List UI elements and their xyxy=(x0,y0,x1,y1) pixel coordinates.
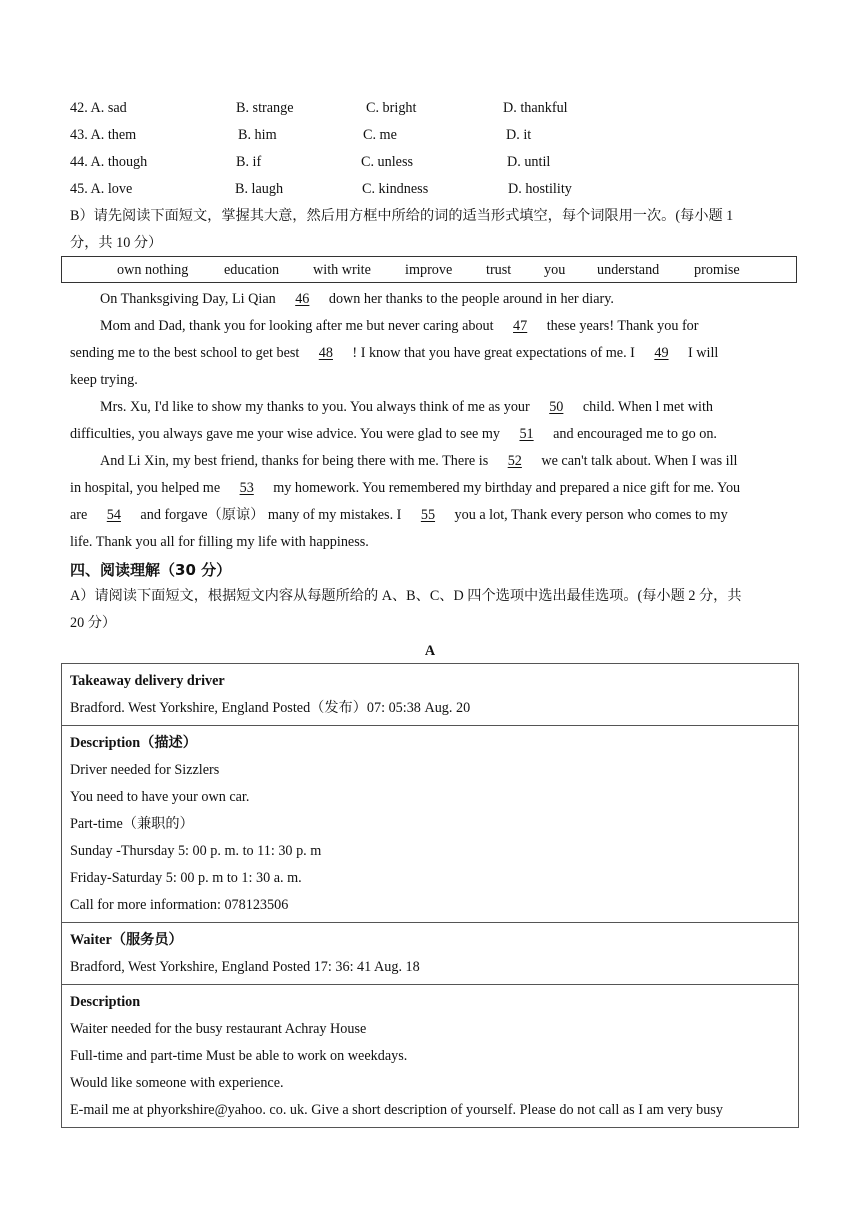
option-b: B. strange xyxy=(236,100,294,116)
description-line: Waiter needed for the busy restaurant Achray House xyxy=(70,1021,367,1037)
option-d: D. hostility xyxy=(508,181,572,197)
option-d: D. it xyxy=(506,127,532,143)
question-43 xyxy=(70,125,810,145)
word-item: own nothing xyxy=(117,262,189,278)
word-item: promise xyxy=(694,262,740,278)
passage-line: life. Thank you all for filling my life with happiness. xyxy=(70,534,369,550)
job2-header xyxy=(62,923,798,985)
word-bank xyxy=(61,256,797,283)
blank-49: 49 xyxy=(654,345,669,361)
description-line: You need to have your own car. xyxy=(70,789,250,805)
description-line: E-mail me at phyorkshire@yahoo. co. uk. Give a short description of yourself. Please do not call as I am very busy xyxy=(70,1102,723,1118)
blank-54: 54 xyxy=(106,507,121,523)
option-a: 44. A. though xyxy=(70,154,148,170)
section-title: 四、阅读理解（30 分） xyxy=(70,561,232,579)
blank-51: 51 xyxy=(519,426,534,442)
job-title: Takeaway delivery driver xyxy=(70,673,225,689)
passage-line: On Thanksgiving Day, Li Qian 46 down her thanks to the people around in her diary. xyxy=(100,291,614,307)
partb-instruction: B）请先阅读下面短文，掌握其大意，然后用方框中所给的词的适当形式填空，每个词限用一次。(每小题 1 xyxy=(70,208,734,224)
passage-letter: A xyxy=(424,643,436,659)
word-item: you xyxy=(544,262,566,278)
question-45 xyxy=(70,179,810,199)
option-d: D. thankful xyxy=(503,100,568,116)
job1-description xyxy=(62,726,798,923)
question-42 xyxy=(70,98,810,118)
blank-52: 52 xyxy=(507,453,522,469)
jobs-table xyxy=(61,663,799,1128)
option-a: 43. A. them xyxy=(70,127,137,143)
option-c: C. kindness xyxy=(362,181,429,197)
description-line: Full-time and part-time Must be able to work on weekdays. xyxy=(70,1048,408,1064)
description-title: Description xyxy=(70,994,141,1010)
description-title: Description（描述） xyxy=(70,735,197,751)
passage-line: And Li Xin, my best friend, thanks for being there with me. There is 52 we can't talk about. When I was ill xyxy=(100,453,738,469)
option-c: C. bright xyxy=(366,100,417,116)
passage-line: sending me to the best school to get best 48 ! I know that you have great expectations of me. I 49 I will xyxy=(70,345,719,361)
word-item: with write xyxy=(313,262,371,278)
blank-47: 47 xyxy=(513,318,528,334)
section-instruction-cont: 20 分） xyxy=(70,615,117,631)
passage-line: in hospital, you helped me 53 my homework. You remembered my birthday and prepared a nice gift for me. You xyxy=(70,480,741,496)
blank-55: 55 xyxy=(420,507,436,523)
description-line: Driver needed for Sizzlers xyxy=(70,762,220,778)
word-item: trust xyxy=(486,262,512,278)
description-line: Would like someone with experience. xyxy=(70,1075,284,1091)
job-location: Bradford. West Yorkshire, England Posted（发布）07: 05:38 Aug. 20 xyxy=(70,700,471,716)
job-location: Bradford, West Yorkshire, England Posted 17: 36: 41 Aug. 18 xyxy=(70,959,420,975)
option-b: B. if xyxy=(236,154,262,170)
partb-instruction-cont: 分，共 10 分） xyxy=(70,235,163,251)
passage-line: difficulties, you always gave me your wise advice. You were glad to see my 51 and encouraged me to go on. xyxy=(70,426,717,442)
word-item: improve xyxy=(405,262,453,278)
section-instruction: A）请阅读下面短文，根据短文内容从每题所给的 A、B、C、D 四个选项中选出最佳选项。(每小题 2 分，共 xyxy=(70,588,742,604)
blank-53: 53 xyxy=(239,480,254,496)
option-b: B. him xyxy=(238,127,277,143)
passage-line: keep trying. xyxy=(70,372,138,388)
option-a: 42. A. sad xyxy=(70,100,127,116)
blank-46: 46 xyxy=(295,291,310,307)
job1-header xyxy=(62,664,798,726)
passage-line: Mom and Dad, thank you for looking after me but never caring about 47 these years! Thank you for xyxy=(100,318,699,334)
job-title: Waiter（服务员） xyxy=(70,932,183,948)
option-d: D. until xyxy=(507,154,551,170)
word-item: education xyxy=(224,262,280,278)
description-line: Friday-Saturday 5: 00 p. m to 1: 30 a. m. xyxy=(70,870,302,886)
description-line: Sunday -Thursday 5: 00 p. m. to 11: 30 p. m xyxy=(70,843,322,859)
question-44 xyxy=(70,152,810,172)
job2-description xyxy=(62,985,798,1127)
option-c: C. unless xyxy=(361,154,414,170)
option-c: C. me xyxy=(363,127,397,143)
blank-50: 50 xyxy=(549,399,564,415)
description-line: Part-time（兼职的） xyxy=(70,816,194,832)
option-b: B. laugh xyxy=(235,181,284,197)
passage-line: are 54 and forgave（原谅） many of my mistakes. I 55 you a lot, Thank every person who comes to my xyxy=(70,507,728,523)
word-item: understand xyxy=(597,262,660,278)
passage-line: Mrs. Xu, I'd like to show my thanks to you. You always think of me as your 50 child. When l met with xyxy=(100,399,714,415)
option-a: 45. A. love xyxy=(70,181,133,197)
blank-48: 48 xyxy=(318,345,333,361)
description-line: Call for more information: 078123506 xyxy=(70,897,289,913)
